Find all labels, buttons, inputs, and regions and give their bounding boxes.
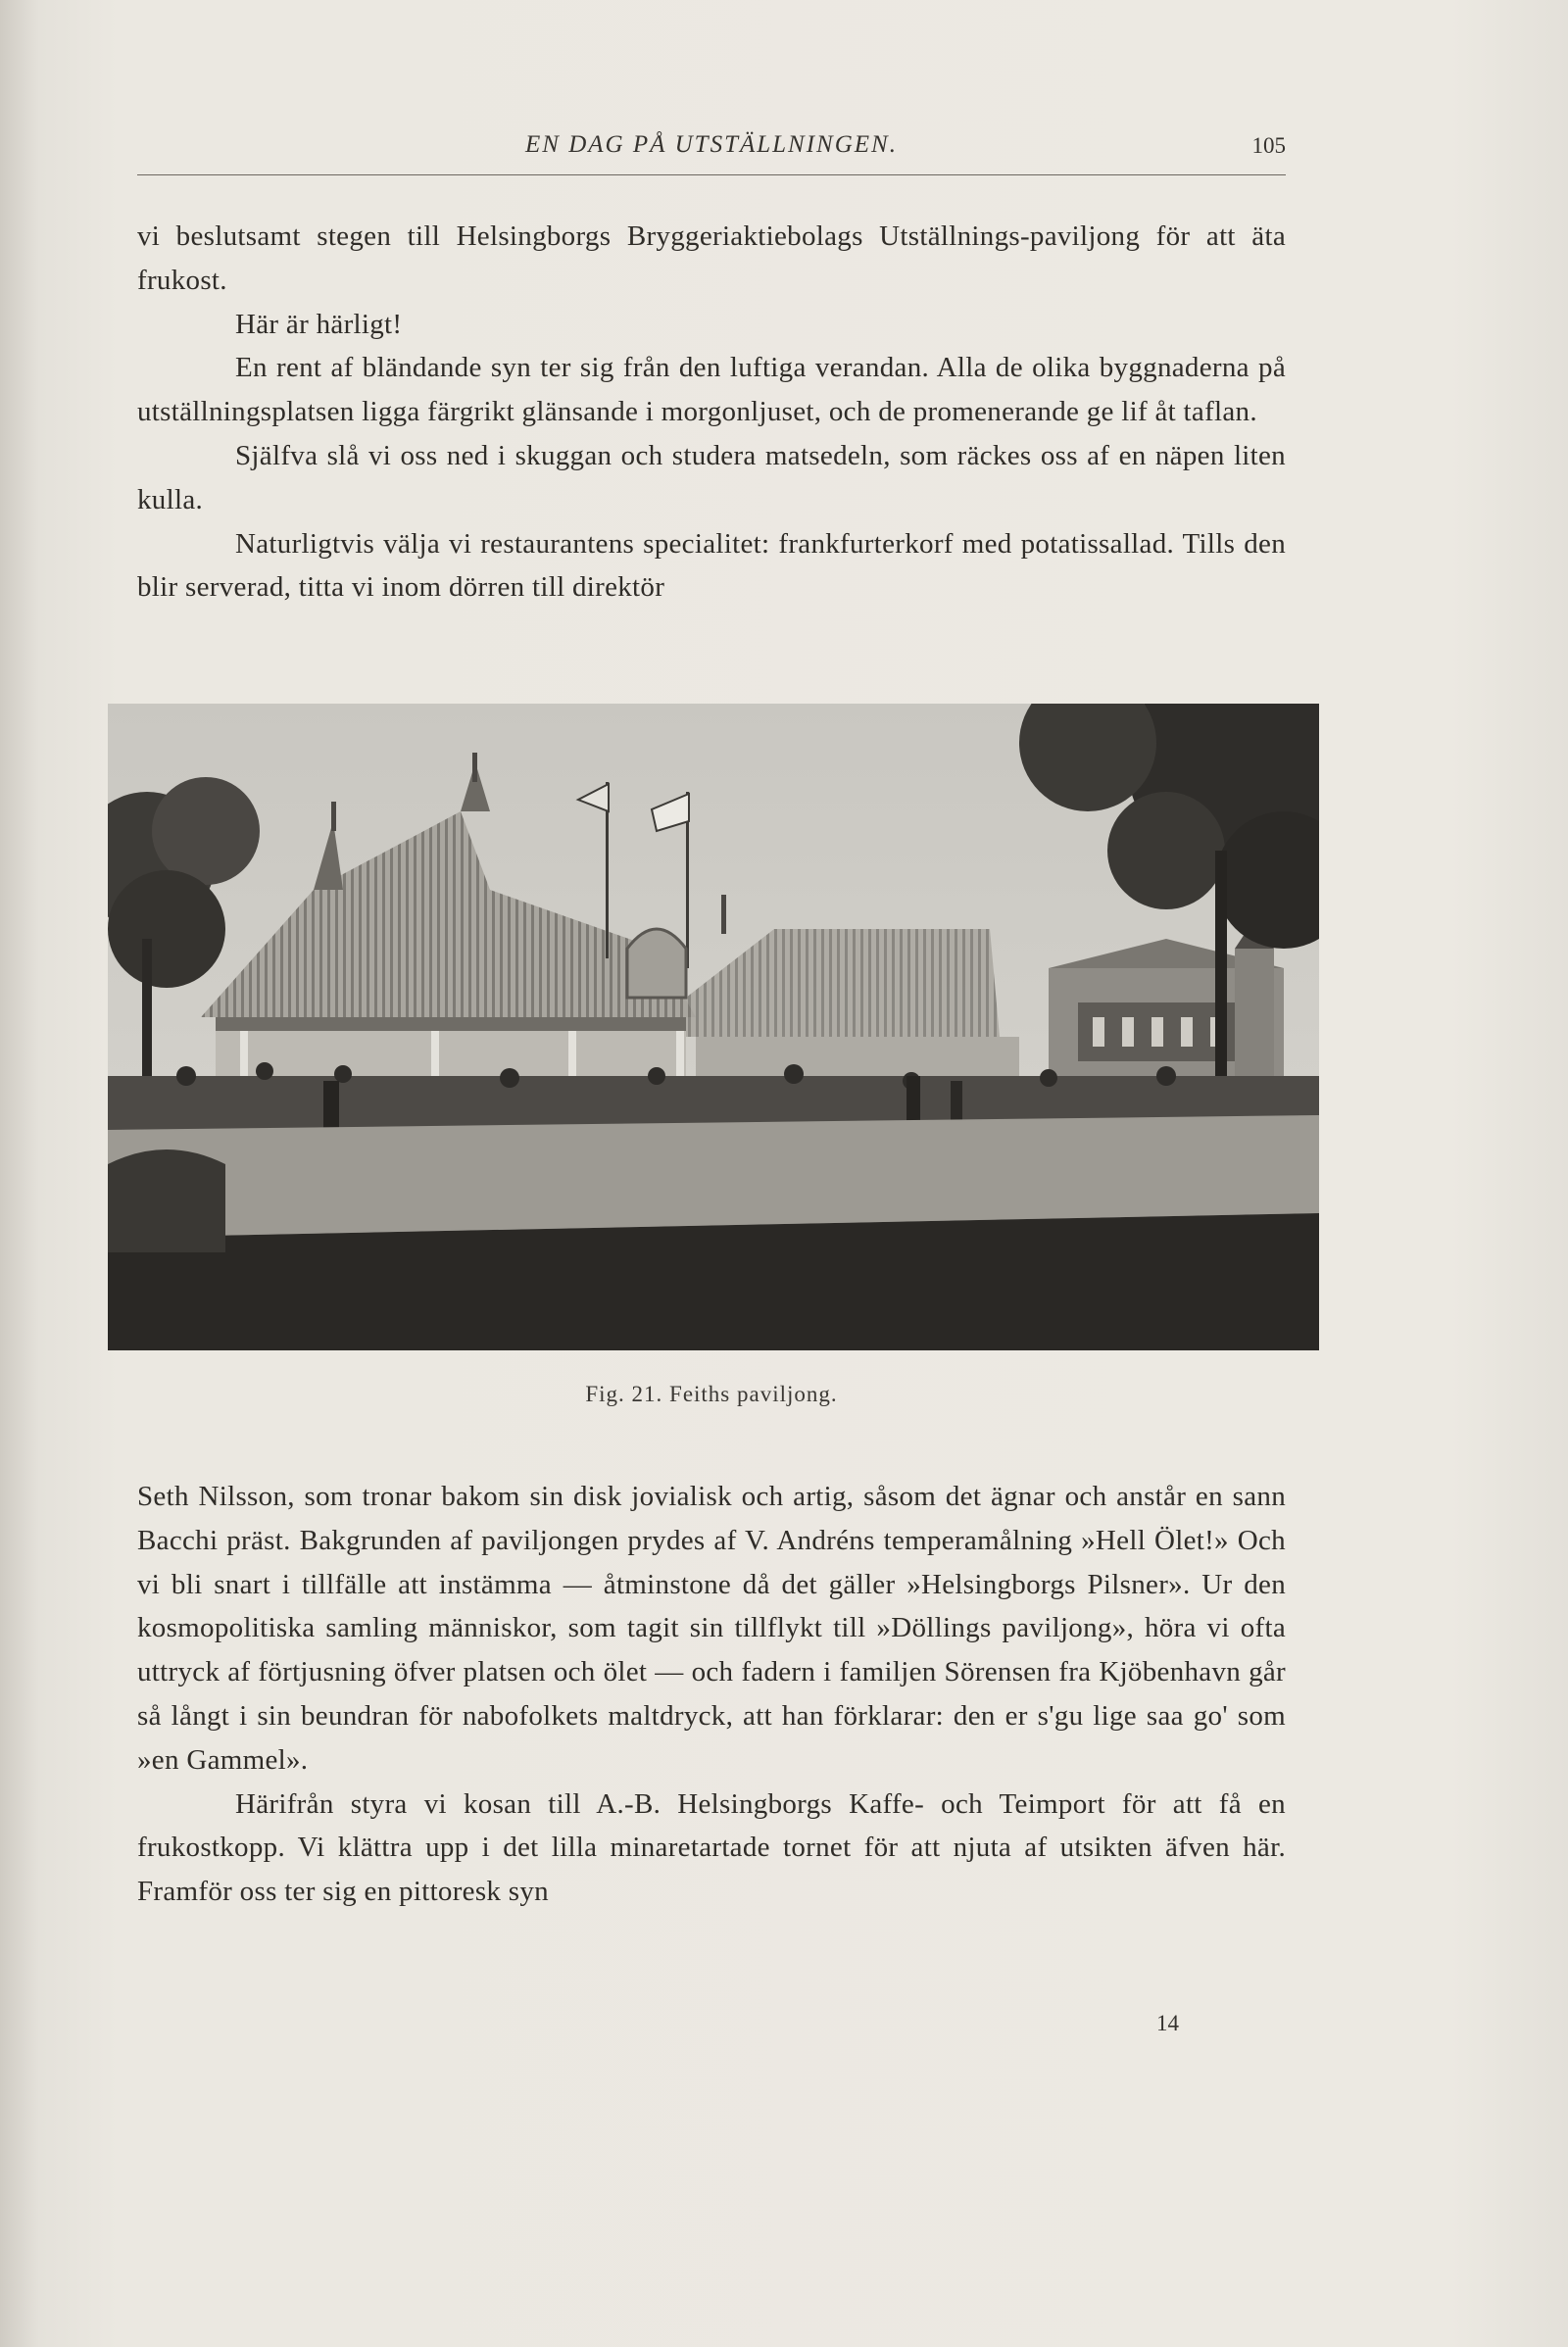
figure-caption: Fig. 21. Feiths paviljong. [585, 1382, 838, 1406]
paragraph: Seth Nilsson, som tronar bakom sin disk jovialisk och artig, såsom det ägnar och anstår en sann Bacchi präst. Bakgrunden af paviljongen prydes af V. Andréns temperamålning »Hell Ölet!» Och vi bli snart i tillfälle att instämma — åtminstone då det gäller »Helsingborgs Pilsner». Ur den kosmopolitiska samling människor, som tagit sin tillflykt till »Döllings paviljong», höra vi ofta uttryck af förtjusning öfver platsen och ölet — och fadern i familjen Sörensen fra Kjöbenhavn går så långt i sin beundran för nabofolkets maltdryck, att han förklarar: den er s'gu lige saa go' som »en Gammel». [137, 1481, 1286, 1776]
page-header [137, 127, 1286, 167]
signature-mark: 14 [1156, 2011, 1179, 2035]
pavilion-photograph [108, 704, 1319, 1350]
paragraph: Härifrån styra vi kosan till A.-B. Helsingborgs Kaffe- och Teimport för att få en frukostkopp. Vi klättra upp i det lilla minaretartade tornet för att njuta af utsikten äfven här. Framför oss ter sig en pittoresk syn [137, 1787, 1286, 1908]
paragraph: vi beslutsamt stegen till Helsingborgs Bryggeriaktiebolags Utställnings-paviljong för att äta frukost. [137, 220, 1286, 296]
paragraph: Här är härligt! [235, 308, 403, 340]
running-title: EN DAG PÅ UTSTÄLLNINGEN. [525, 131, 898, 158]
paragraph: Naturligtvis välja vi restaurantens specialitet: frankfurterkorf med potatissallad. Tills den blir serverad, titta vi inom dörren till direktör [137, 527, 1286, 604]
body-text-bottom [137, 1475, 1286, 1914]
page-number: 105 [1251, 133, 1286, 158]
paragraph: Själfva slå vi oss ned i skuggan och studera matsedeln, som räckes oss af en näpen liten kulla. [137, 439, 1286, 515]
header-rule [137, 174, 1286, 175]
body-text-top [137, 215, 1286, 610]
paragraph: En rent af bländande syn ter sig från den luftiga verandan. Alla de olika byggnaderna på utställningsplatsen ligga färgrikt glänsande i morgonljuset, och de promenerande ge lif åt taflan. [137, 352, 1286, 428]
